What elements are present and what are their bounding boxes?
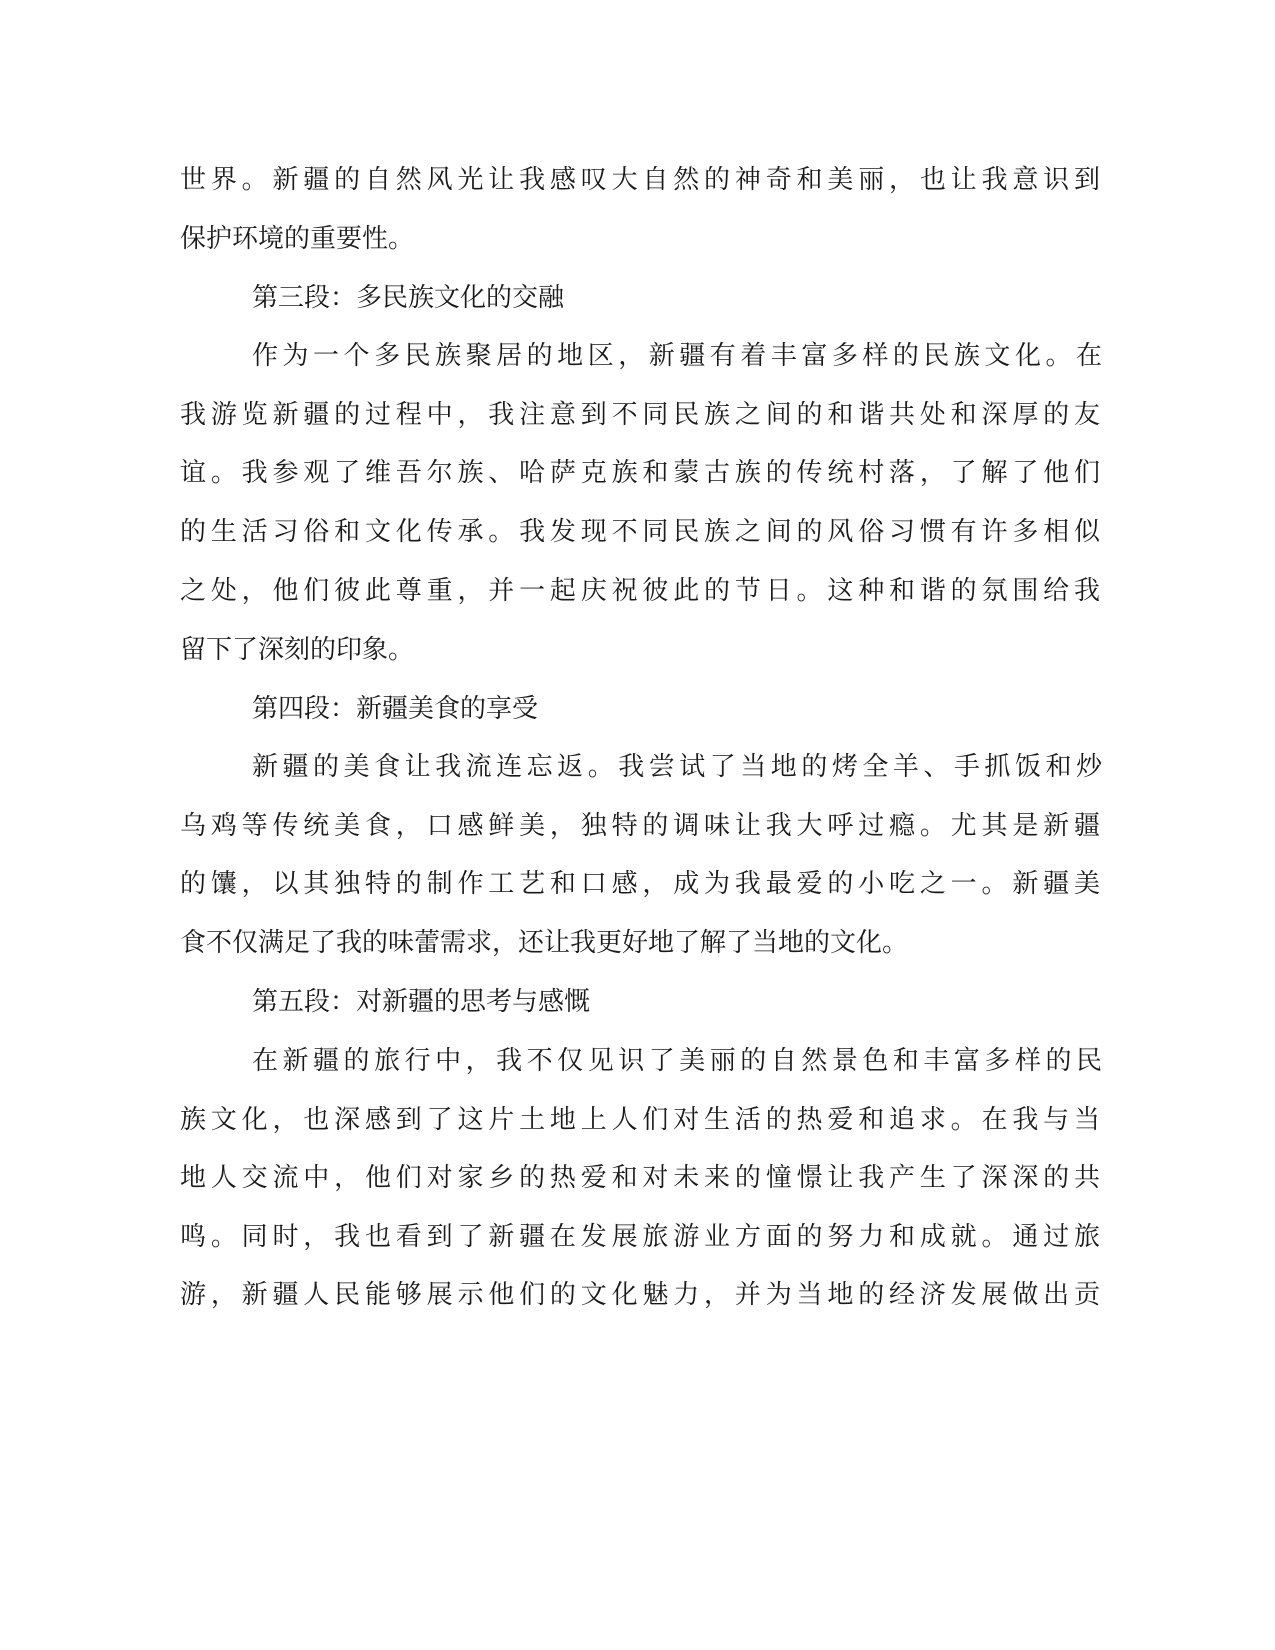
body-text-line: 在新疆的旅行中，我不仅见识了美丽的自然景色和丰富多样的民	[252, 1046, 1102, 1076]
body-text-line: 作为一个多民族聚居的地区，新疆有着丰富多样的民族文化。在	[252, 341, 1102, 371]
section-heading: 第三段：多民族文化的交融	[252, 283, 565, 313]
body-text-line: 新疆的美食让我流连忘返。我尝试了当地的烤全羊、手抓饭和炒	[252, 752, 1102, 782]
body-text-line: 之处，他们彼此尊重，并一起庆祝彼此的节日。这种和谐的氛围给我	[180, 576, 1100, 606]
body-text-line: 留下了深刻的印象。	[180, 635, 415, 665]
body-text-line: 地人交流中，他们对家乡的热爱和对未来的憧憬让我产生了深深的共	[180, 1163, 1100, 1193]
body-text-line: 鸣。同时，我也看到了新疆在发展旅游业方面的努力和成就。通过旅	[180, 1222, 1100, 1252]
body-text-line: 世界。新疆的自然风光让我感叹大自然的神奇和美丽，也让我意识到	[180, 165, 1100, 195]
body-text-line: 族文化，也深感到了这片土地上人们对生活的热爱和追求。在我与当	[180, 1105, 1100, 1135]
body-text-line: 乌鸡等传统美食，口感鲜美，独特的调味让我大呼过瘾。尤其是新疆	[180, 811, 1100, 841]
body-text-line: 保护环境的重要性。	[180, 224, 415, 254]
body-text-line: 的馕，以其独特的制作工艺和口感，成为我最爱的小吃之一。新疆美	[180, 869, 1100, 899]
section-heading: 第五段：对新疆的思考与感慨	[252, 987, 591, 1017]
body-text-line: 谊。我参观了维吾尔族、哈萨克族和蒙古族的传统村落，了解了他们	[180, 458, 1100, 488]
body-text-line: 我游览新疆的过程中，我注意到不同民族之间的和谐共处和深厚的友	[180, 400, 1100, 430]
body-text-line: 游，新疆人民能够展示他们的文化魅力，并为当地的经济发展做出贡	[180, 1280, 1100, 1310]
section-heading: 第四段：新疆美食的享受	[252, 694, 539, 724]
body-text-line: 食不仅满足了我的味蕾需求，还让我更好地了解了当地的文化。	[180, 928, 909, 958]
body-text-line: 的生活习俗和文化传承。我发现不同民族之间的风俗习惯有许多相似	[180, 517, 1100, 547]
